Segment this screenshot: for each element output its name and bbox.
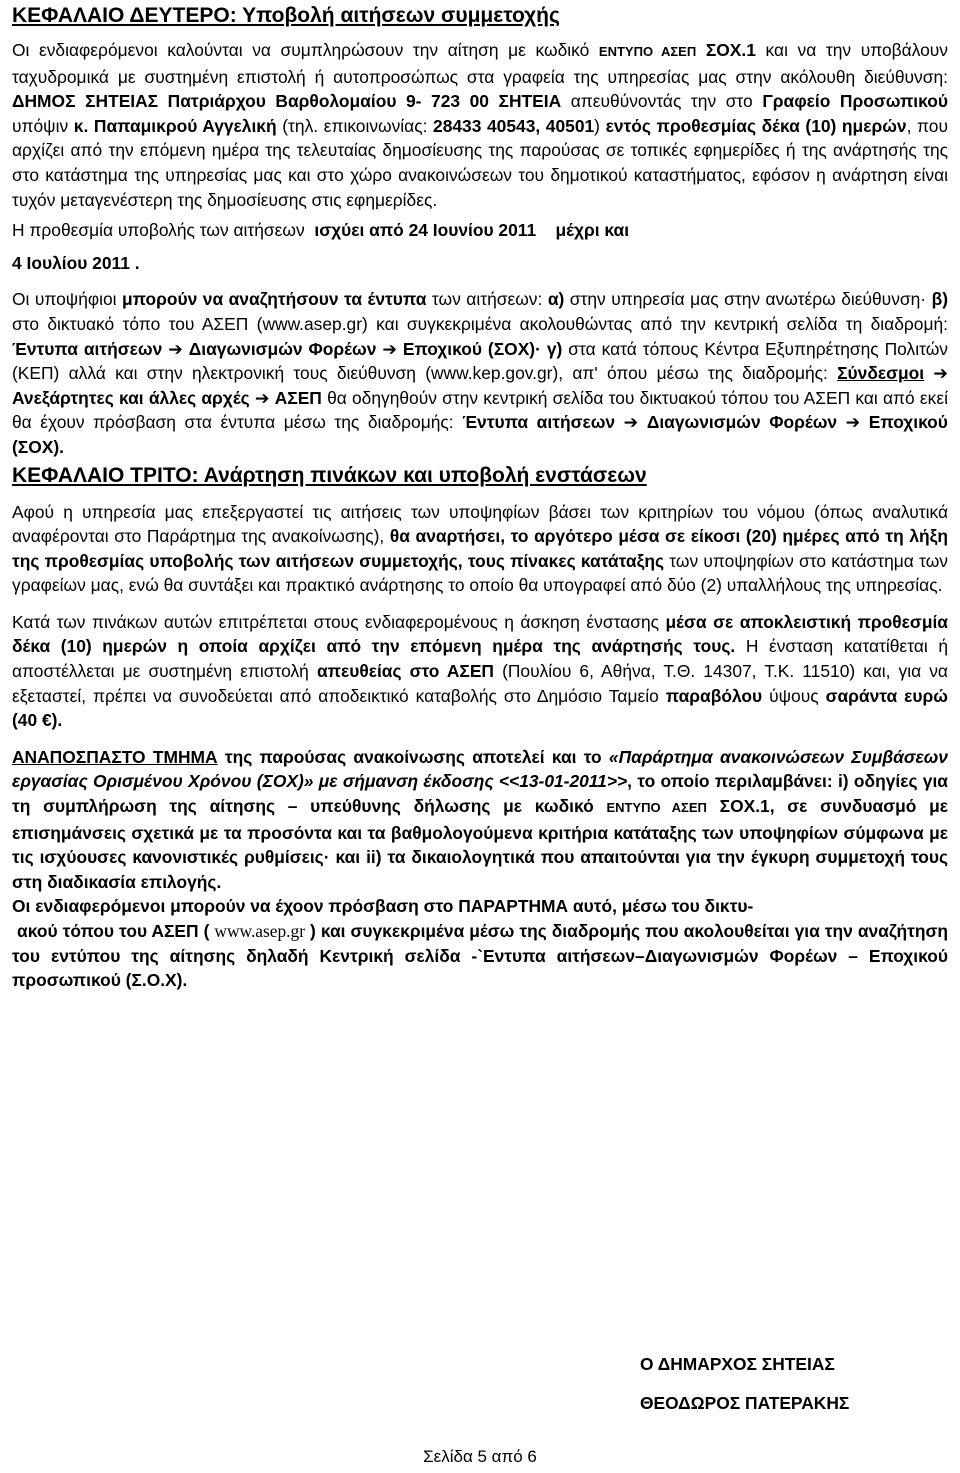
arrow-right-icon: ➔ (382, 338, 397, 359)
address: ΔΗΜΟΣ ΣΗΤΕΙΑΣ Πατριάρχου Βαρθολομαίου 9- 723 00 ΣΗΤΕΙΑ (12, 91, 562, 112)
chapter-3-paragraph-1: Αφού η υπηρεσία μας επεξεργαστεί τις αιτήσεις των υποψηφίων βάσει των κριτηρίων του νόμου (όπως αναλυτικά αναφέρονται στο Παράρτημα της ανακοίνωσης), θα αναρτήσει, το αργότερο μέσα σε είκοσι (20) ημέρες από τη λήξη της προθεσμίας υποβολής των αιτήσεων συμμετοχής, τους πίνακες κατάταξης των υποψηφίων στο κατάστημα των γραφείων μας, ενώ θα συντάξει και πρακτικό ανάρτησης το οποίο θα υπογραφεί από δύο (2) υπαλλήλους της υπηρεσίας. (12, 501, 948, 596)
submission-deadline-end: 4 Ιουλίου 2011 . (12, 252, 140, 273)
asep-url-link[interactable]: www.asep.gr (214, 921, 306, 941)
document-page (12, 0, 948, 993)
signature-title: Ο ΔΗΜΑΡΧΟΣ ΣΗΤΕΙΑΣ (640, 1354, 835, 1374)
arrow-right-icon: ➔ (933, 363, 948, 384)
page-number: Σελίδα 5 από 6 (423, 1447, 537, 1466)
arrow-right-icon: ➔ (845, 412, 861, 433)
arrow-right-icon: ➔ (254, 387, 270, 408)
annex-notice: ΑΝΑΠΟΣΠΑΣΤΟ ΤΜΗΜΑ της παρούσας ανακοίνωσης αποτελεί και το «Παράρτημα ανακοινώσεων Συμβάσεων εργασίας Ορισμένου Χρόνου (ΣΟΧ)» με σήμανση έκδοσης <<13-01-2011>>, το οποίο περιλαμβάνει: i) οδηγίες για τη συμπλήρωση της αίτησης – υπεύθυνης δήλωσης με κωδικό ΕΝΤΥΠΟ ΑΣΕΠ ΣΟΧ.1, σε συνδυασμό με επισημάνσεις σχετικά με τα προσόντα και τα βαθμολογούμενα κριτήρια κατάταξης των υποψηφίων σύμφωνα με τις ισχύουσες κανονιστικές ρυθμίσεις· και ii) τα δικαιολογητικά που απαιτούνται για την έγκυρη συμμετοχή τους στη διαδικασία επιλογής. (12, 746, 948, 892)
chapter-2-heading: ΚΕΦΑΛΑΙΟ ΔΕΥΤΕΡΟ: Υποβολή αιτήσεων συμμετοχής (12, 4, 560, 27)
annex-access-line-1: Οι ενδιαφερόμενοι μπορούν να έχοον πρόσβαση στο ΠΑΡΑΡΤΗΜΑ αυτό, μέσω του δικτυ- (12, 896, 754, 917)
annex-access-line-2: ακού τόπου του ΑΣΕΠ ( www.asep.gr ) και συγκεκριμένα μέσω της διαδρομής που ακολουθείται για την αναζήτηση του εντύπου της αίτησης δηλαδή Κεντρική σελίδα -`Εντυπα αιτήσεων–Διαγωνισμών Φορέων – Εποχικού προσωπικού (Σ.Ο.Χ). (12, 921, 948, 991)
chapter-2-paragraph-1: Οι ενδιαφερόμενοι καλούνται να συμπληρώσουν την αίτηση με κωδικό ΕΝΤΥΠΟ ΑΣΕΠ ΣΟΧ.1 και να την υποβάλουν ταχυδρομικά με συστημένη επιστολή ή αυτοπροσώπως στα γραφεία της υπηρεσίας μας στην ακόλουθη διεύθυνση: ΔΗΜΟΣ ΣΗΤΕΙΑΣ Πατριάρχου Βαρθολομαίου 9- 723 00 ΣΗΤΕΙΑ απευθύνοντάς την στο Γραφείο Προσωπικού υπόψιν κ. Παπαμικρού Αγγελική (τηλ. επικοινωνίας: 28433 40543, 40501) εντός προθεσμίας δέκα (10) ημερών, που αρχίζει από την επόμενη ημέρα της τελευταίας δημοσίευσης της παρούσας σε τοπικές εφημερίδες ή της ανάρτησής της στο κατάστημα της υπηρεσίας μας και στο χώρο ανακοινώσεων του δημοτικού καταστήματος, εφόσον η ανάρτηση είναι τυχόν μεταγενέστερη της δημοσίευσης στις εφημερίδες. (12, 40, 949, 210)
signature-name: ΘΕΟΔΩΡΟΣ ΠΑΤΕΡΑΚΗΣ (640, 1393, 850, 1413)
chapter-3-paragraph-2: Κατά των πινάκων αυτών επιτρέπεται στους ενδιαφερομένους η άσκηση ένστασης μέσα σε αποκλειστική προθεσμία δέκα (10) ημερών η οποία αρχίζει από την επόμενη ημέρα της ανάρτησής τους. Η ένσταση κατατίθεται ή αποστέλλεται με συστημένη επιστολή απευθείας στο ΑΣΕΠ (Πουλίου 6, Αθήνα, Τ.Θ. 14307, Τ.Κ. 11510) και, για να εξεταστεί, πρέπει να συνοδεύεται από αποδεικτικό καταβολής στο Δημόσιο Ταμείο παραβόλου ύψους σαράντα ευρώ (40 €). (12, 611, 949, 731)
arrow-right-icon: ➔ (623, 412, 639, 433)
submission-deadline: Η προθεσμία υποβολής των αιτήσεων ισχύει από 24 Ιουνίου 2011 μέχρι και (12, 220, 630, 241)
arrow-right-icon: ➔ (168, 338, 183, 359)
chapter-2-paragraph-2: Οι υποψήφιοι μπορούν να αναζητήσουν τα έντυπα των αιτήσεων: α) στην υπηρεσία μας στην ανωτέρω διεύθυνση· β) στο δικτυακό τόπο του ΑΣΕΠ (www.asep.gr) και συγκεκριμένα ακολουθώντας από την κεντρική σελίδα τη διαδρομή: Έντυπα αιτήσεων ➔ Διαγωνισμών Φορέων ➔ Εποχικού (ΣΟΧ)· γ) στα κατά τόπους Κέντρα Εξυπηρέτησης Πολιτών (ΚΕΠ) αλλά και στην ηλεκτρονική τους διεύθυνση (www.kep.gov.gr), απ' όπου μέσω της διαδρομής: Σύνδεσμοι ➔ Ανεξάρτητες και άλλες αρχές ➔ ΑΣΕΠ θα οδηγηθούν στην κεντρική σελίδα του δικτυακού τόπου του ΑΣΕΠ και από εκεί θα έχουν πρόσβαση στα έντυπα μέσω της διαδρομής: Έντυπα αιτήσεων ➔ Διαγωνισμών Φορέων ➔ Εποχικού (ΣΟΧ). (12, 289, 948, 457)
chapter-3-heading: ΚΕΦΑΛΑΙΟ ΤΡΙΤΟ: Ανάρτηση πινάκων και υποβολή ενστάσεων (12, 463, 647, 487)
phone-numbers: 28433 40543, 40501 (433, 115, 595, 136)
